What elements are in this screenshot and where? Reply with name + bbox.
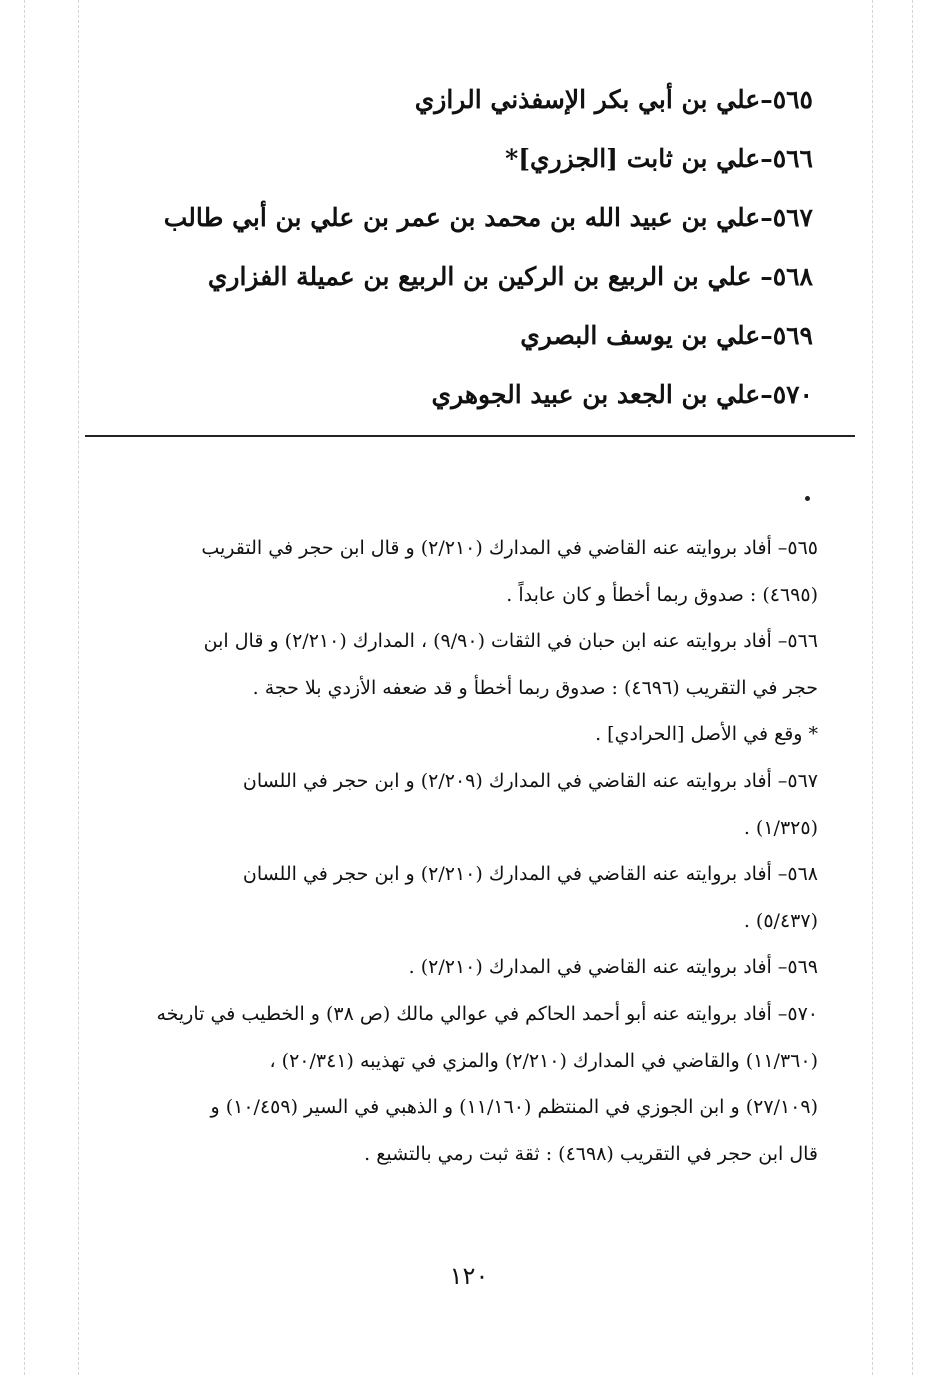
scan-artifact-line [24, 0, 25, 1375]
entry-heading: ٥٧٠–علي بن الجعد بن عبيد الجوهري [431, 380, 813, 409]
footnote-line: (١/٣٢٥) . [743, 816, 818, 839]
footnote-line: ٥٧٠– أفاد بروايته عنه أبو أحمد الحاكم في عوالي مالك (ص ٣٨) و الخطيب في تاريخه [156, 1002, 818, 1025]
footnote-line: ٥٦٩– أفاد بروايته عنه القاضي في المدارك (٢/٢١٠) . [408, 956, 818, 979]
footnotes [82, 525, 818, 1177]
entry-heading: ٥٦٩–علي بن يوسف البصري [520, 321, 813, 350]
scan-artifact-line [872, 0, 873, 1375]
footnote-line: ٥٦٦– أفاد بروايته عنه ابن حبان في الثقات (٩/٩٠) ، المدارك (٢/٢١٠) و قال ابن [203, 630, 818, 653]
scan-artifact-line [78, 0, 79, 1375]
page-number: ١٢٠ [449, 1262, 489, 1290]
stray-mark [805, 496, 810, 501]
entry-heading: ٥٦٥–علي بن أبي بكر الإسفذني الرازي [414, 85, 813, 114]
footnote-separator [85, 435, 855, 437]
scan-artifact-line [912, 0, 913, 1375]
footnote-line: * وقع في الأصل [الحرادي] . [595, 723, 818, 746]
entry-heading: ٥٦٨– علي بن الربيع بن الركين بن الربيع بن عميلة الفزاري [207, 262, 813, 291]
footnote-line: ٥٦٧– أفاد بروايته عنه القاضي في المدارك (٢/٢٠٩) و ابن حجر في اللسان [242, 769, 818, 792]
footnote-line: (٤٦٩٥) : صدوق ربما أخطأ و كان عابداً . [506, 583, 818, 606]
entry-heading: ٥٦٧–علي بن عبيد الله بن محمد بن عمر بن علي بن أبي طالب [163, 203, 813, 232]
footnote-line: (١١/٣٦٠) والقاضي في المدارك (٢/٢١٠) والمزي في تهذيبه (٢٠/٣٤١) ، [269, 1049, 818, 1072]
footnote-line: (٥/٤٣٧) . [743, 909, 818, 932]
entry-headings [150, 70, 813, 424]
footnote-line: ٥٦٥– أفاد بروايته عنه القاضي في المدارك (٢/٢١٠) و قال ابن حجر في التقريب [201, 537, 818, 559]
footnote-line: قال ابن حجر في التقريب (٤٦٩٨) : ثقة ثبت رمي بالتشيع . [364, 1142, 818, 1165]
entry-heading: ٥٦٦–علي بن ثابت [الجزري]* [505, 144, 813, 173]
footnote-line: حجر في التقريب (٤٦٩٦) : صدوق ربما أخطأ و قد ضعفه الأزدي بلا حجة . [252, 676, 818, 699]
footnote-line: ٥٦٨– أفاد بروايته عنه القاضي في المدارك (٢/٢١٠) و ابن حجر في اللسان [242, 863, 818, 886]
footnote-line: (٢٧/١٠٩) و ابن الجوزي في المنتظم (١١/١٦٠) و الذهبي في السير (١٠/٤٥٩) و [210, 1096, 818, 1119]
